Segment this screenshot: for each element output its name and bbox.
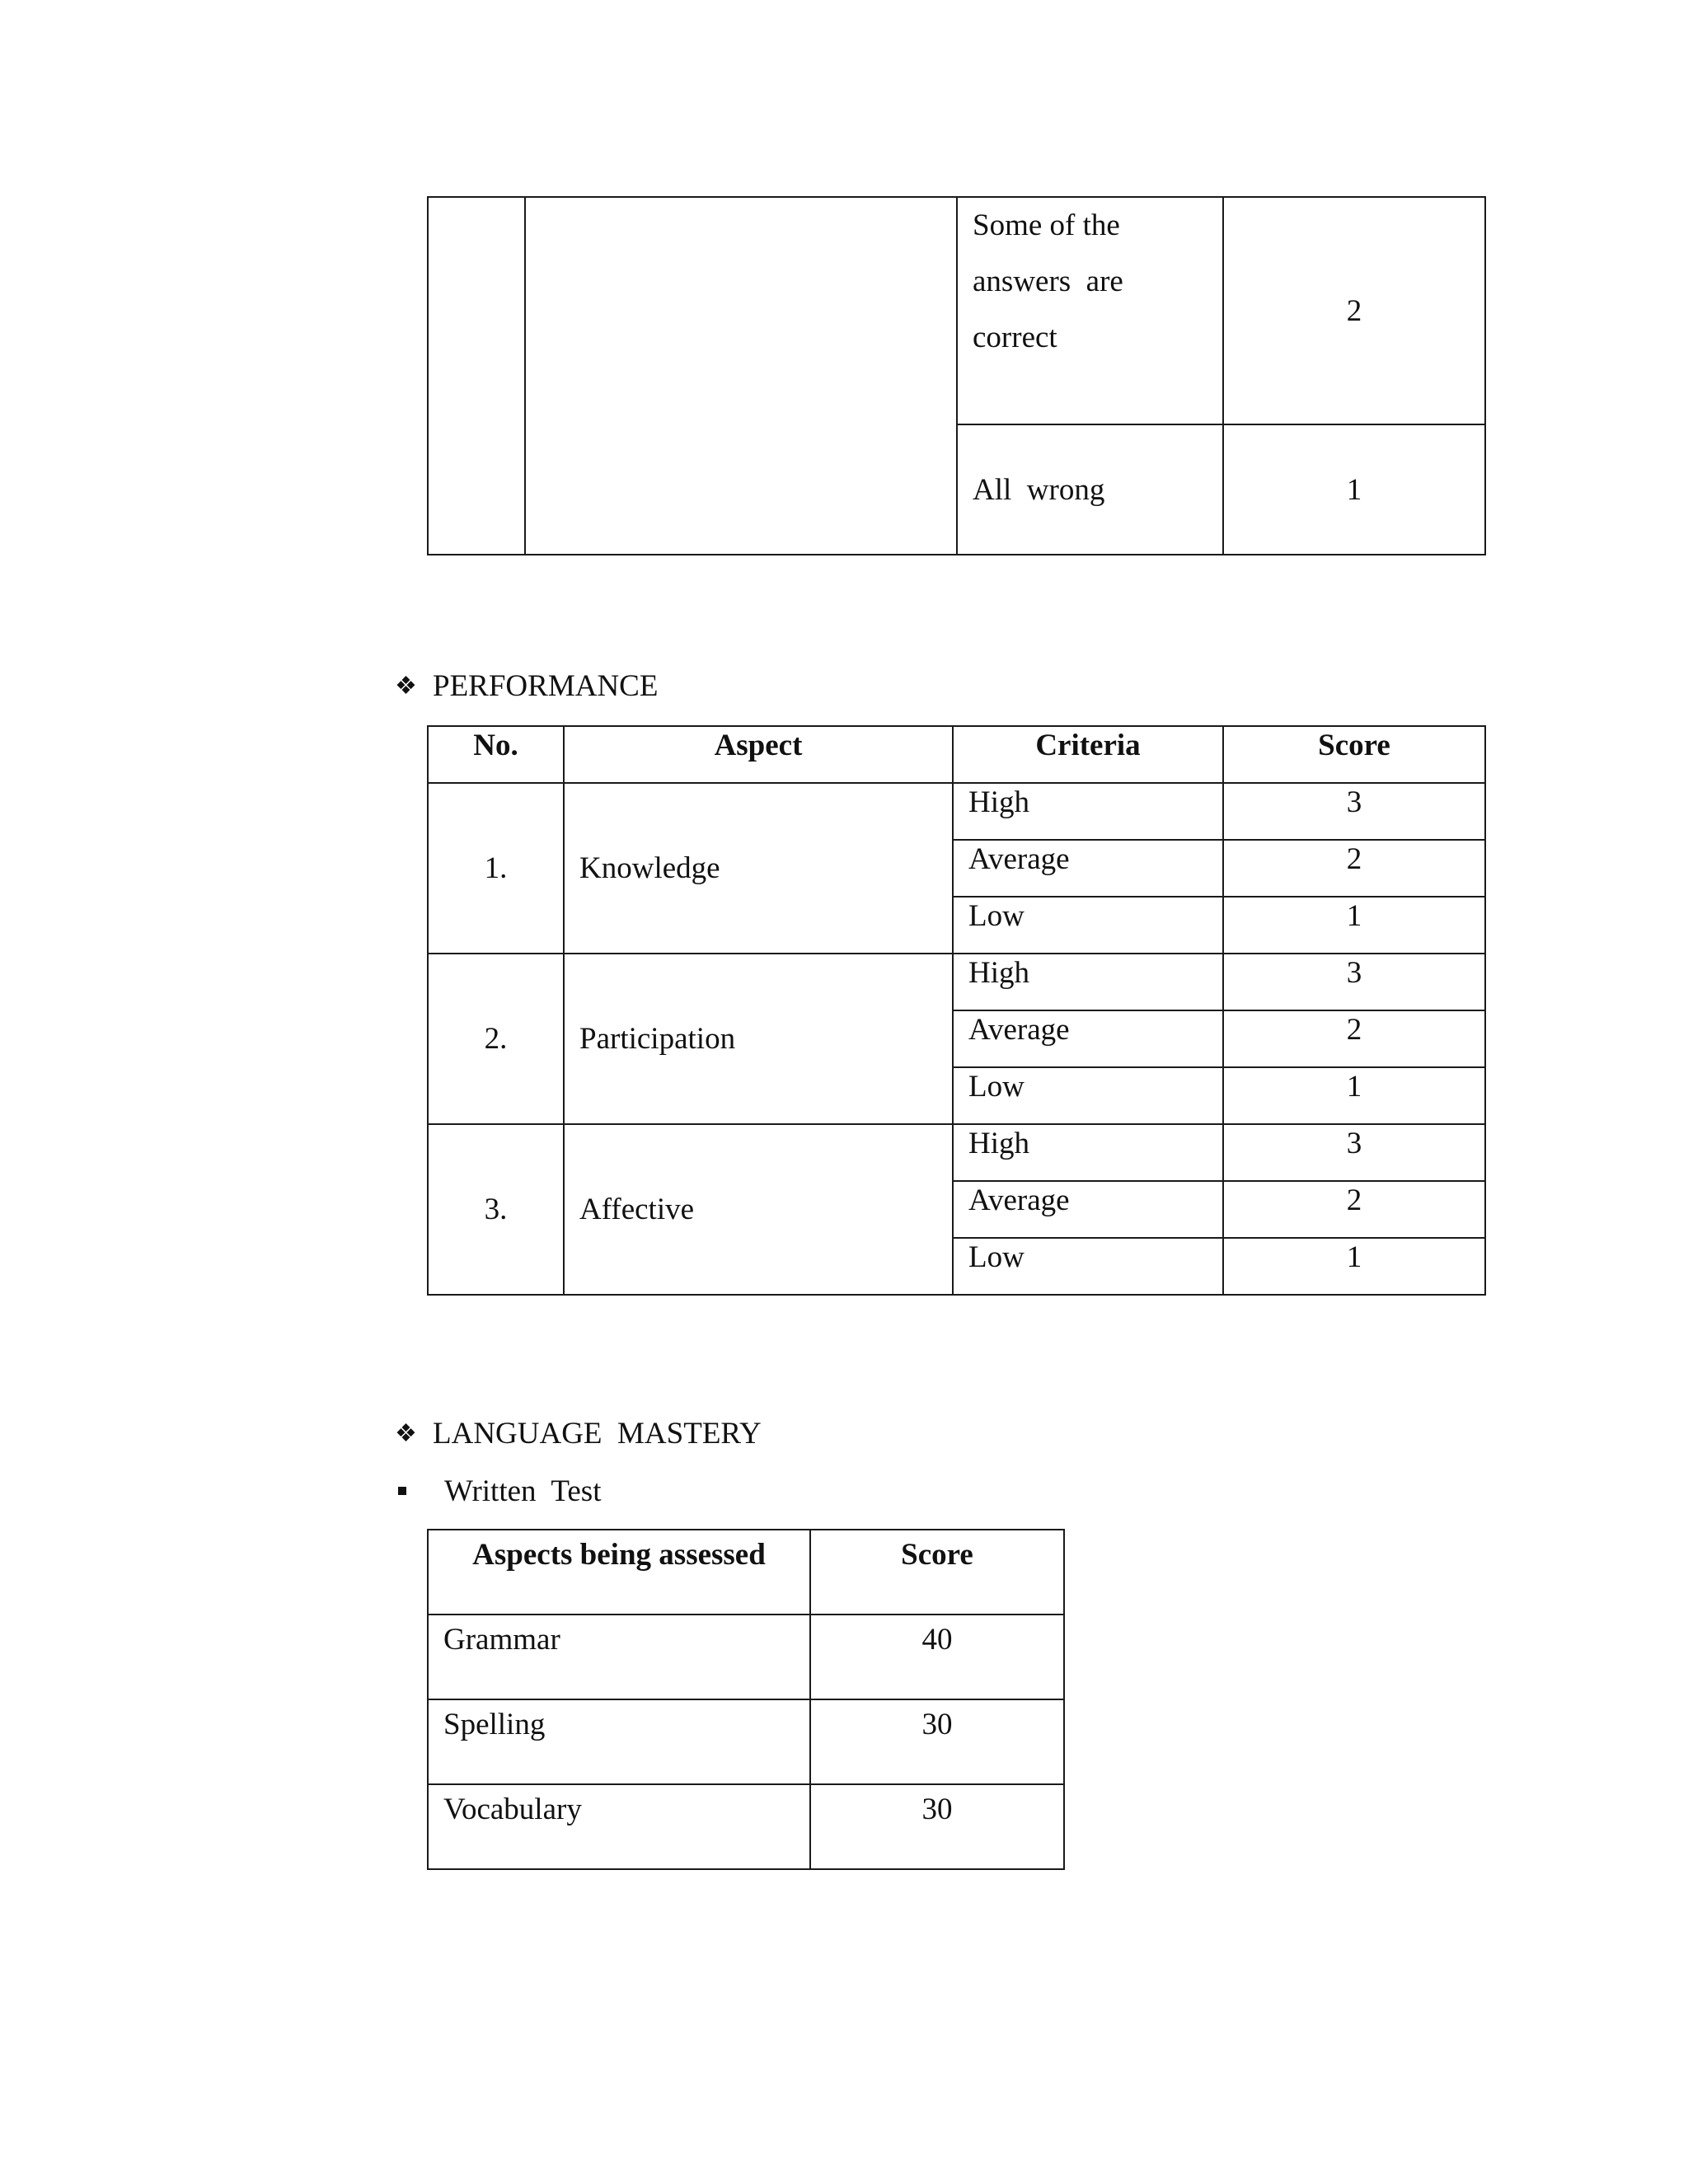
column-header: Score bbox=[810, 1530, 1064, 1615]
criteria-cell: High bbox=[953, 1124, 1223, 1181]
criteria-cell: Average bbox=[953, 1181, 1223, 1238]
table-row bbox=[428, 1699, 1064, 1784]
empty-cell bbox=[525, 197, 957, 555]
score-cell: 30 bbox=[810, 1784, 1064, 1869]
score-cell: 1 bbox=[1223, 1238, 1485, 1295]
criteria-line: Some of the bbox=[973, 209, 1120, 242]
column-header: Score bbox=[1223, 726, 1485, 783]
written-test-subheading bbox=[395, 1471, 601, 1511]
criteria-cell: Low bbox=[953, 1238, 1223, 1295]
criteria-line: answers are bbox=[973, 265, 1123, 298]
column-header: No. bbox=[428, 726, 564, 783]
aspect-cell: Vocabulary bbox=[428, 1784, 810, 1869]
language-mastery-table bbox=[427, 1529, 1065, 1870]
aspect-cell: Grammar bbox=[428, 1615, 810, 1699]
performance-heading bbox=[395, 666, 658, 705]
subsection-title: Written Test bbox=[444, 1474, 602, 1508]
score-cell: 2 bbox=[1223, 197, 1485, 424]
score-cell: 1 bbox=[1223, 897, 1485, 954]
rubric-fragment-table bbox=[427, 196, 1486, 555]
aspect-number: 2. bbox=[428, 954, 564, 1124]
empty-cell bbox=[428, 197, 525, 555]
table-header-row bbox=[428, 1530, 1064, 1615]
criteria-cell: All wrong bbox=[957, 424, 1223, 555]
table-row bbox=[428, 783, 1485, 840]
performance-table bbox=[427, 725, 1486, 1296]
table-row bbox=[428, 1784, 1064, 1869]
criteria-cell: High bbox=[953, 954, 1223, 1010]
column-header: Criteria bbox=[953, 726, 1223, 783]
aspect-number: 1. bbox=[428, 783, 564, 954]
aspect-number: 3. bbox=[428, 1124, 564, 1295]
score-cell: 3 bbox=[1223, 1124, 1485, 1181]
section-title: LANGUAGE MASTERY bbox=[433, 1416, 762, 1451]
table-row bbox=[428, 1124, 1485, 1181]
aspect-cell: Spelling bbox=[428, 1699, 810, 1784]
score-cell: 1 bbox=[1223, 424, 1485, 555]
diamond-bullet-icon: ❖ bbox=[395, 672, 417, 700]
criteria-cell: High bbox=[953, 783, 1223, 840]
aspect-name: Participation bbox=[564, 954, 953, 1124]
criteria-cell: Low bbox=[953, 1067, 1223, 1124]
score-cell: 40 bbox=[810, 1615, 1064, 1699]
table-row bbox=[428, 197, 1485, 424]
table-header-row bbox=[428, 726, 1485, 783]
score-cell: 30 bbox=[810, 1699, 1064, 1784]
criteria-cell: Average bbox=[953, 840, 1223, 897]
score-cell: 2 bbox=[1223, 1010, 1485, 1067]
column-header: Aspect bbox=[564, 726, 953, 783]
criteria-cell: Low bbox=[953, 897, 1223, 954]
diamond-bullet-icon: ❖ bbox=[395, 1419, 417, 1447]
section-title: PERFORMANCE bbox=[433, 668, 659, 703]
aspect-name: Affective bbox=[564, 1124, 953, 1295]
aspect-name: Knowledge bbox=[564, 783, 953, 954]
score-cell: 2 bbox=[1223, 840, 1485, 897]
language-mastery-heading bbox=[395, 1413, 762, 1453]
score-cell: 1 bbox=[1223, 1067, 1485, 1124]
criteria-cell: Average bbox=[953, 1010, 1223, 1067]
square-bullet-icon bbox=[398, 1487, 406, 1495]
criteria-cell bbox=[957, 197, 1223, 424]
score-cell: 2 bbox=[1223, 1181, 1485, 1238]
score-cell: 3 bbox=[1223, 954, 1485, 1010]
table-row bbox=[428, 1615, 1064, 1699]
table-row bbox=[428, 954, 1485, 1010]
score-cell: 3 bbox=[1223, 783, 1485, 840]
criteria-line: correct bbox=[973, 321, 1057, 354]
column-header: Aspects being assessed bbox=[428, 1530, 810, 1615]
